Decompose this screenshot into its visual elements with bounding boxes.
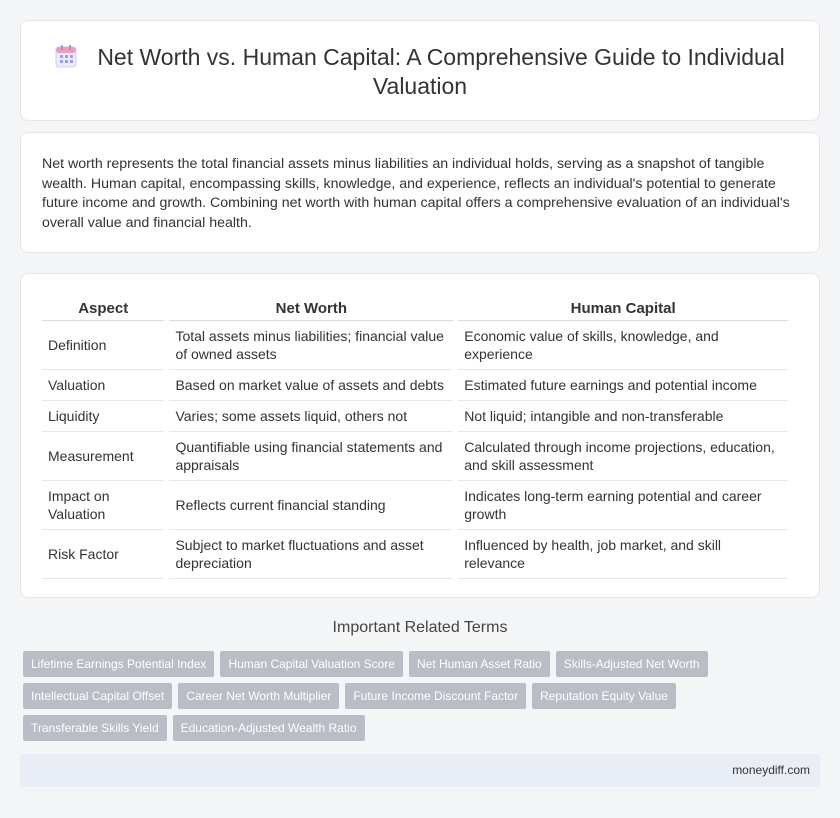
related-term-tag[interactable]: Intellectual Capital Offset <box>23 683 172 709</box>
related-term-tag[interactable]: Education-Adjusted Wealth Ratio <box>173 715 365 741</box>
related-terms-heading: Important Related Terms <box>332 619 508 636</box>
table-row <box>42 432 788 481</box>
row-aspect: Valuation <box>42 370 164 401</box>
comparison-table <box>37 295 793 579</box>
header-human-capital: Human Capital <box>458 295 788 321</box>
footer-site[interactable]: moneydiff.com <box>732 763 810 777</box>
table-row <box>42 530 788 579</box>
row-aspect: Impact on Valuation <box>42 481 164 530</box>
row-human-capital: Not liquid; intangible and non-transferable <box>458 401 788 432</box>
row-human-capital: Estimated future earnings and potential income <box>458 370 788 401</box>
related-term-tag[interactable]: Transferable Skills Yield <box>23 715 167 741</box>
row-aspect: Risk Factor <box>42 530 164 579</box>
row-net-worth: Total assets minus liabilities; financial value of owned assets <box>169 321 453 370</box>
related-term-tag[interactable]: Lifetime Earnings Potential Index <box>23 651 214 677</box>
row-aspect: Definition <box>42 321 164 370</box>
title-card <box>20 20 820 121</box>
row-human-capital: Influenced by health, job market, and skill relevance <box>458 530 788 579</box>
related-term-tag[interactable]: Human Capital Valuation Score <box>220 651 403 677</box>
related-term-tag[interactable]: Net Human Asset Ratio <box>409 651 550 677</box>
page-title: Net Worth vs. Human Capital: A Comprehensive Guide to Individual Valuation <box>97 44 785 99</box>
tag-row <box>23 715 723 741</box>
row-aspect: Measurement <box>42 432 164 481</box>
related-term-tag[interactable]: Future Income Discount Factor <box>345 683 526 709</box>
row-net-worth: Reflects current financial standing <box>169 481 453 530</box>
table-row <box>42 321 788 370</box>
table-row <box>42 370 788 401</box>
intro-paragraph: Net worth represents the total financial assets minus liabilities an individual holds, serving as a snapshot of tangible wealth. Human capital, encompassing skills, knowledge, and experience, reflects an individual's potential to generate future income and growth. Combining net worth with human capital offers a comprehensive evaluation of an individual's overall value and financial health. <box>42 156 790 231</box>
page-title-block <box>21 43 819 101</box>
related-term-tag[interactable]: Skills-Adjusted Net Worth <box>556 651 708 677</box>
tag-row <box>23 651 723 677</box>
row-human-capital: Indicates long-term earning potential and career growth <box>458 481 788 530</box>
table-row <box>42 481 788 530</box>
row-net-worth: Subject to market fluctuations and asset depreciation <box>169 530 453 579</box>
related-term-tag[interactable]: Reputation Equity Value <box>532 683 676 709</box>
table-row <box>42 401 788 432</box>
row-aspect: Liquidity <box>42 401 164 432</box>
row-net-worth: Quantifiable using financial statements and appraisals <box>169 432 453 481</box>
tag-row <box>23 683 723 709</box>
row-human-capital: Economic value of skills, knowledge, and experience <box>458 321 788 370</box>
row-net-worth: Based on market value of assets and debts <box>169 370 453 401</box>
header-net-worth: Net Worth <box>169 295 453 321</box>
calendar-icon <box>55 44 77 68</box>
related-terms-list <box>23 651 723 747</box>
header-aspect: Aspect <box>42 295 164 321</box>
comparison-card <box>20 273 820 598</box>
related-term-tag[interactable]: Career Net Worth Multiplier <box>178 683 339 709</box>
row-human-capital: Calculated through income projections, education, and skill assessment <box>458 432 788 481</box>
footer-bar <box>20 754 820 787</box>
intro-card <box>20 132 820 253</box>
row-net-worth: Varies; some assets liquid, others not <box>169 401 453 432</box>
table-header-row <box>42 295 788 321</box>
